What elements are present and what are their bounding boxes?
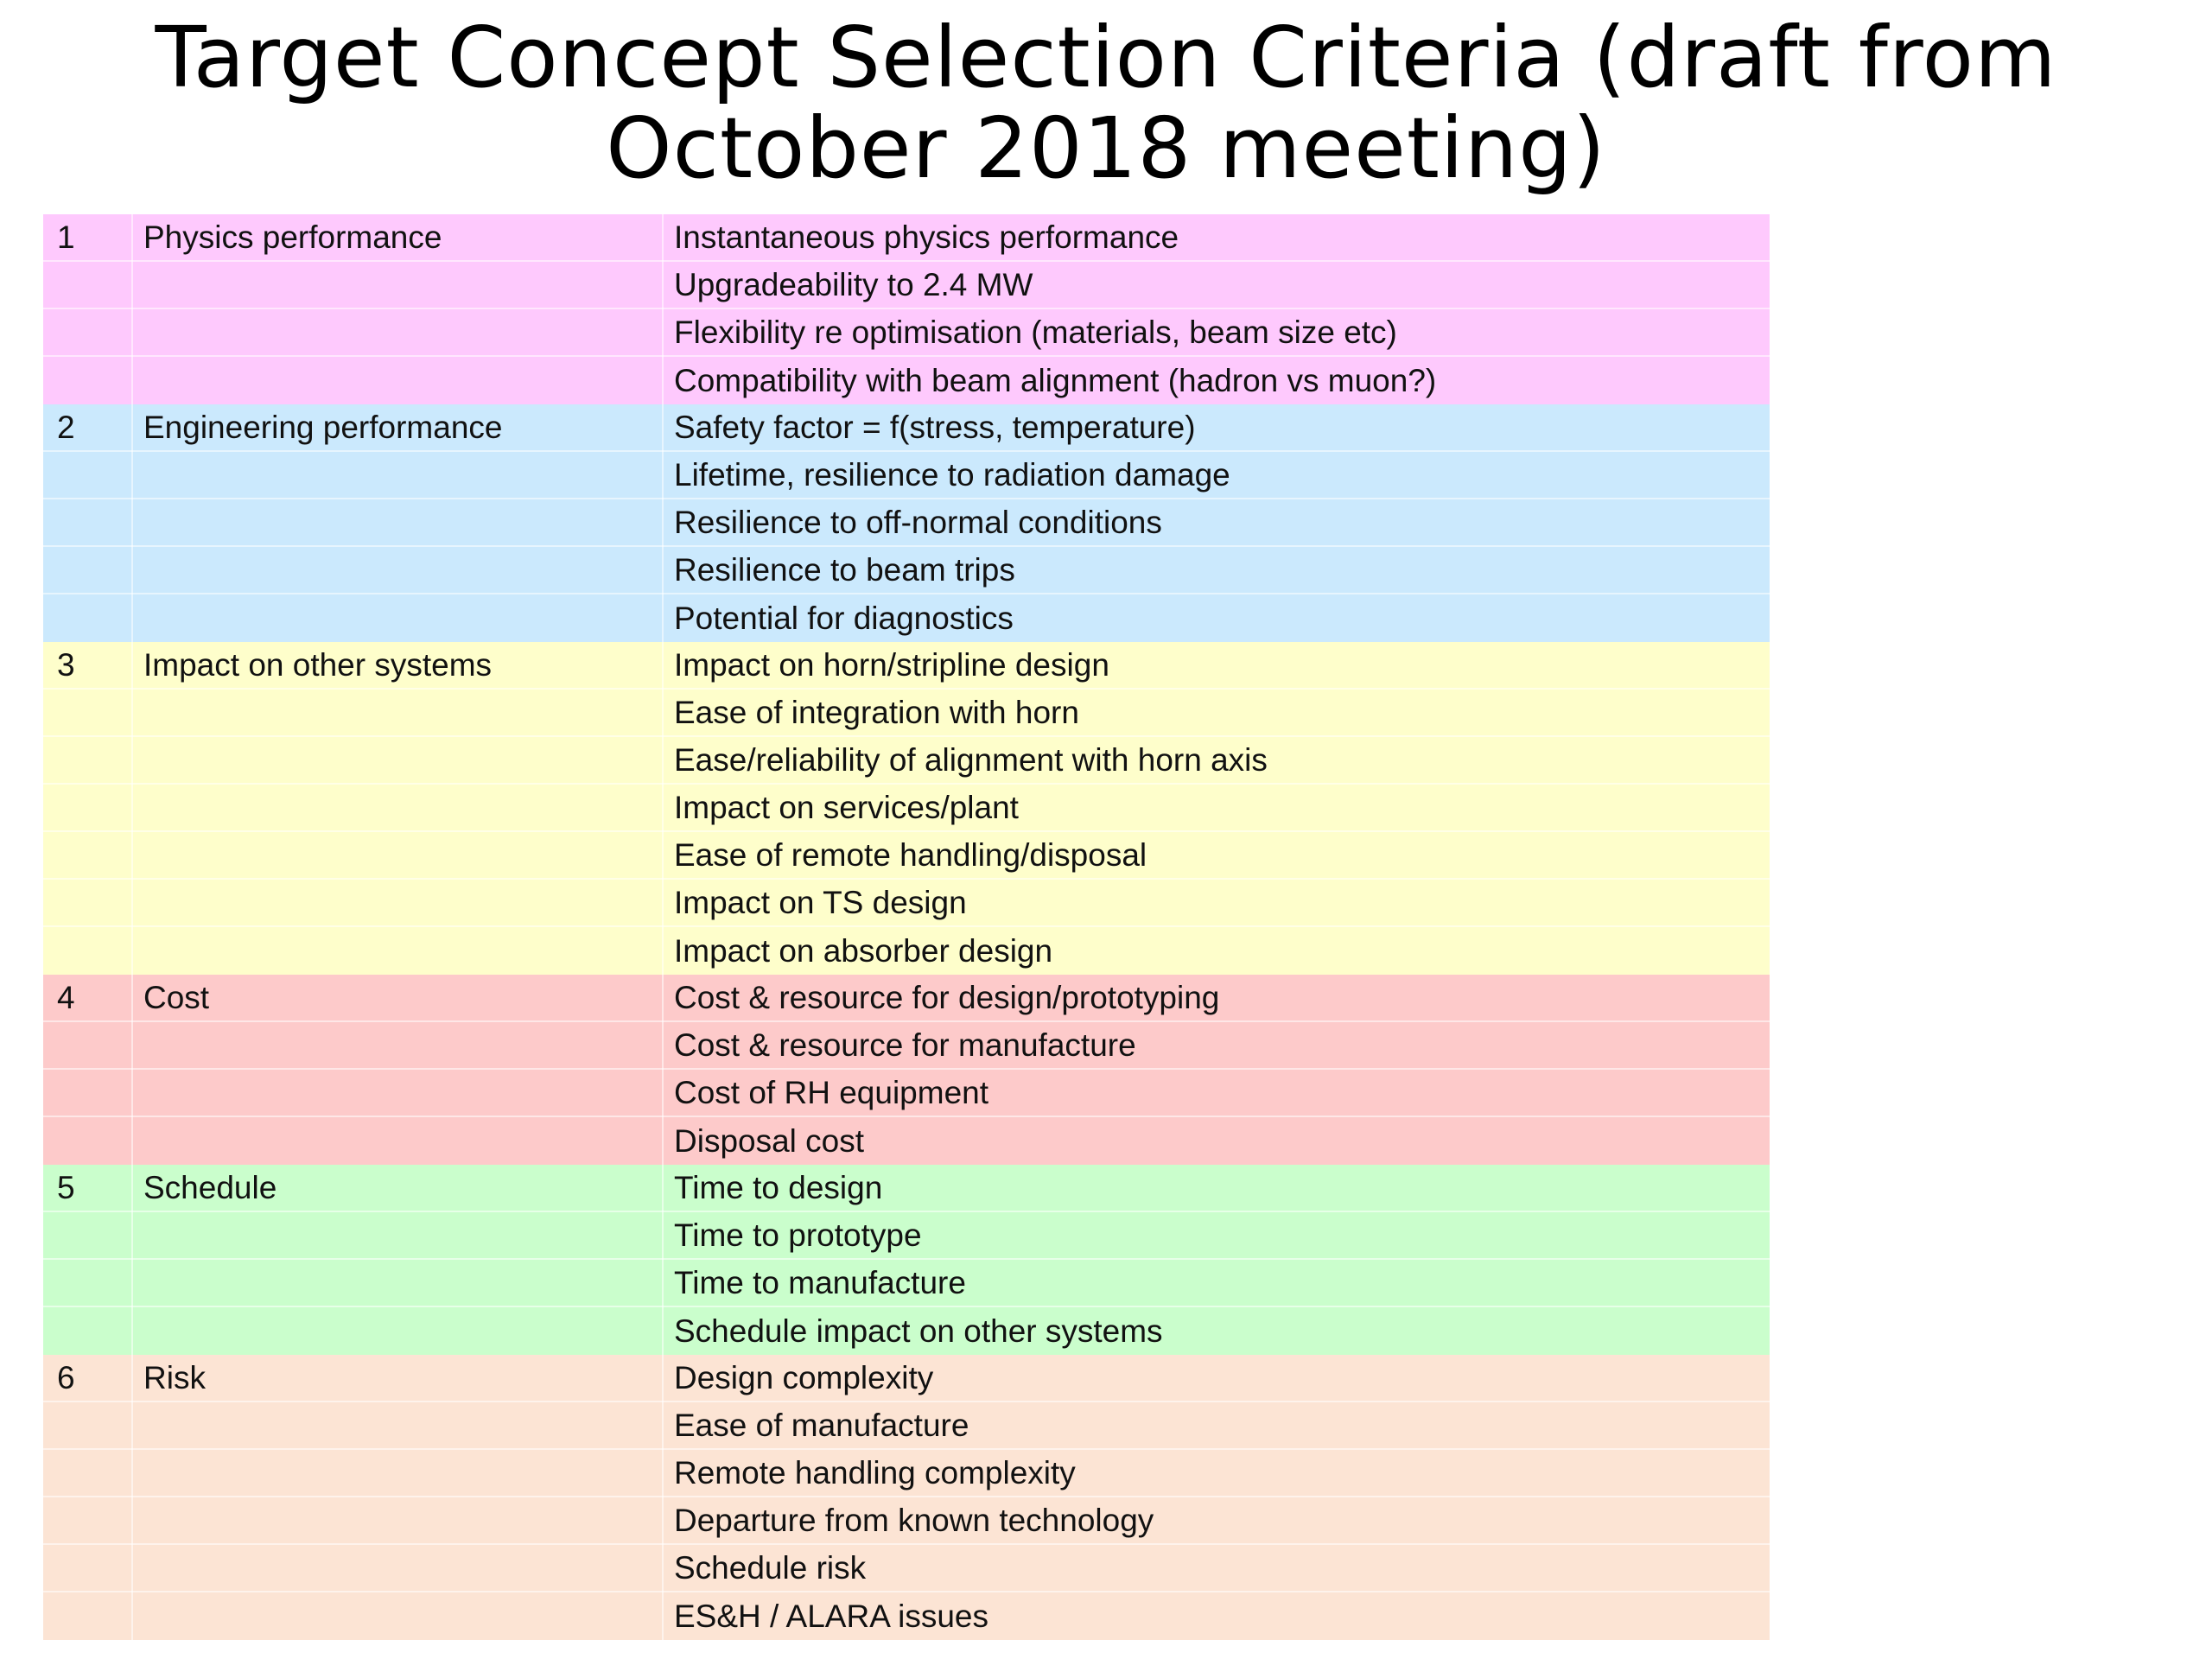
criteria-item: Time to manufacture [674,1264,966,1300]
criteria-category: Physics performance [143,219,442,255]
criteria-group [43,642,1770,975]
table-row [43,737,1770,785]
criteria-group [43,975,1770,1165]
criteria-number: 5 [57,1169,75,1205]
criteria-item: Lifetime, resilience to radiation damage [674,456,1230,493]
criteria-item: Time to design [674,1169,883,1205]
table-row [43,404,1770,452]
table-row [43,1260,1770,1307]
table-row [43,642,1770,690]
criteria-item: Departure from known technology [674,1502,1154,1538]
criteria-group [43,1355,1770,1640]
table-row [43,1545,1770,1592]
criteria-number: 6 [57,1359,75,1395]
table-row [43,309,1770,357]
page-title-line-1: Target Concept Selection Criteria (draft from [155,9,2057,106]
criteria-table [43,214,1770,1640]
table-row [43,1355,1770,1402]
criteria-item: Resilience to beam trips [674,551,1015,588]
table-row [43,785,1770,832]
criteria-item: Impact on absorber design [674,932,1053,969]
criteria-number: 1 [57,219,75,255]
table-row [43,452,1770,499]
criteria-item: Schedule risk [674,1549,867,1586]
table-row [43,1022,1770,1070]
table-row [43,690,1770,737]
table-row [43,357,1770,404]
criteria-category: Cost [143,979,210,1015]
table-row [43,499,1770,547]
criteria-item: Flexibility re optimisation (materials, beam size etc) [674,314,1397,350]
criteria-item: Upgradeability to 2.4 MW [674,266,1033,302]
table-row [43,1117,1770,1165]
criteria-category: Engineering performance [143,409,503,445]
table-row [43,927,1770,975]
table-row [43,1497,1770,1545]
criteria-item: Impact on services/plant [674,789,1019,825]
table-row [43,1450,1770,1497]
criteria-category: Risk [143,1359,206,1395]
criteria-group [43,1165,1770,1355]
criteria-item: Impact on horn/stripline design [674,646,1109,683]
table-row [43,1402,1770,1450]
table-row [43,1307,1770,1355]
criteria-number: 3 [57,646,75,683]
criteria-group [43,404,1770,642]
page-title [0,9,2212,197]
table-row [43,975,1770,1022]
table-row [43,262,1770,309]
page-title-line-2: October 2018 meeting) [606,99,1606,197]
criteria-item: Impact on TS design [674,884,967,920]
table-row [43,594,1770,642]
criteria-category: Schedule [143,1169,277,1205]
criteria-category: Impact on other systems [143,646,493,683]
criteria-item: Ease/reliability of alignment with horn axis [674,741,1268,778]
criteria-item: Cost & resource for manufacture [674,1027,1136,1063]
criteria-number: 4 [57,979,75,1015]
criteria-item: Time to prototype [674,1217,922,1253]
table-row [43,1165,1770,1212]
criteria-item: Remote handling complexity [674,1454,1076,1491]
table-row [43,547,1770,594]
criteria-item: Ease of remote handling/disposal [674,836,1147,873]
criteria-item: Potential for diagnostics [674,600,1014,636]
table-row [43,880,1770,927]
criteria-group [43,214,1770,404]
table-row [43,832,1770,880]
criteria-item: ES&H / ALARA issues [674,1598,989,1634]
criteria-item: Instantaneous physics performance [674,219,1179,255]
table-row [43,1070,1770,1117]
criteria-item: Ease of integration with horn [674,694,1079,730]
criteria-item: Resilience to off-normal conditions [674,504,1162,540]
criteria-item: Ease of manufacture [674,1407,969,1443]
criteria-item: Cost & resource for design/prototyping [674,979,1220,1015]
criteria-item: Cost of RH equipment [674,1074,989,1110]
table-row [43,214,1770,262]
criteria-item: Safety factor = f(stress, temperature) [674,409,1196,445]
criteria-item: Schedule impact on other systems [674,1313,1163,1349]
criteria-item: Design complexity [674,1359,934,1395]
criteria-item: Compatibility with beam alignment (hadron vs muon?) [674,362,1437,398]
table-row [43,1212,1770,1260]
criteria-number: 2 [57,409,75,445]
criteria-item: Disposal cost [674,1122,865,1159]
table-row [43,1592,1770,1640]
